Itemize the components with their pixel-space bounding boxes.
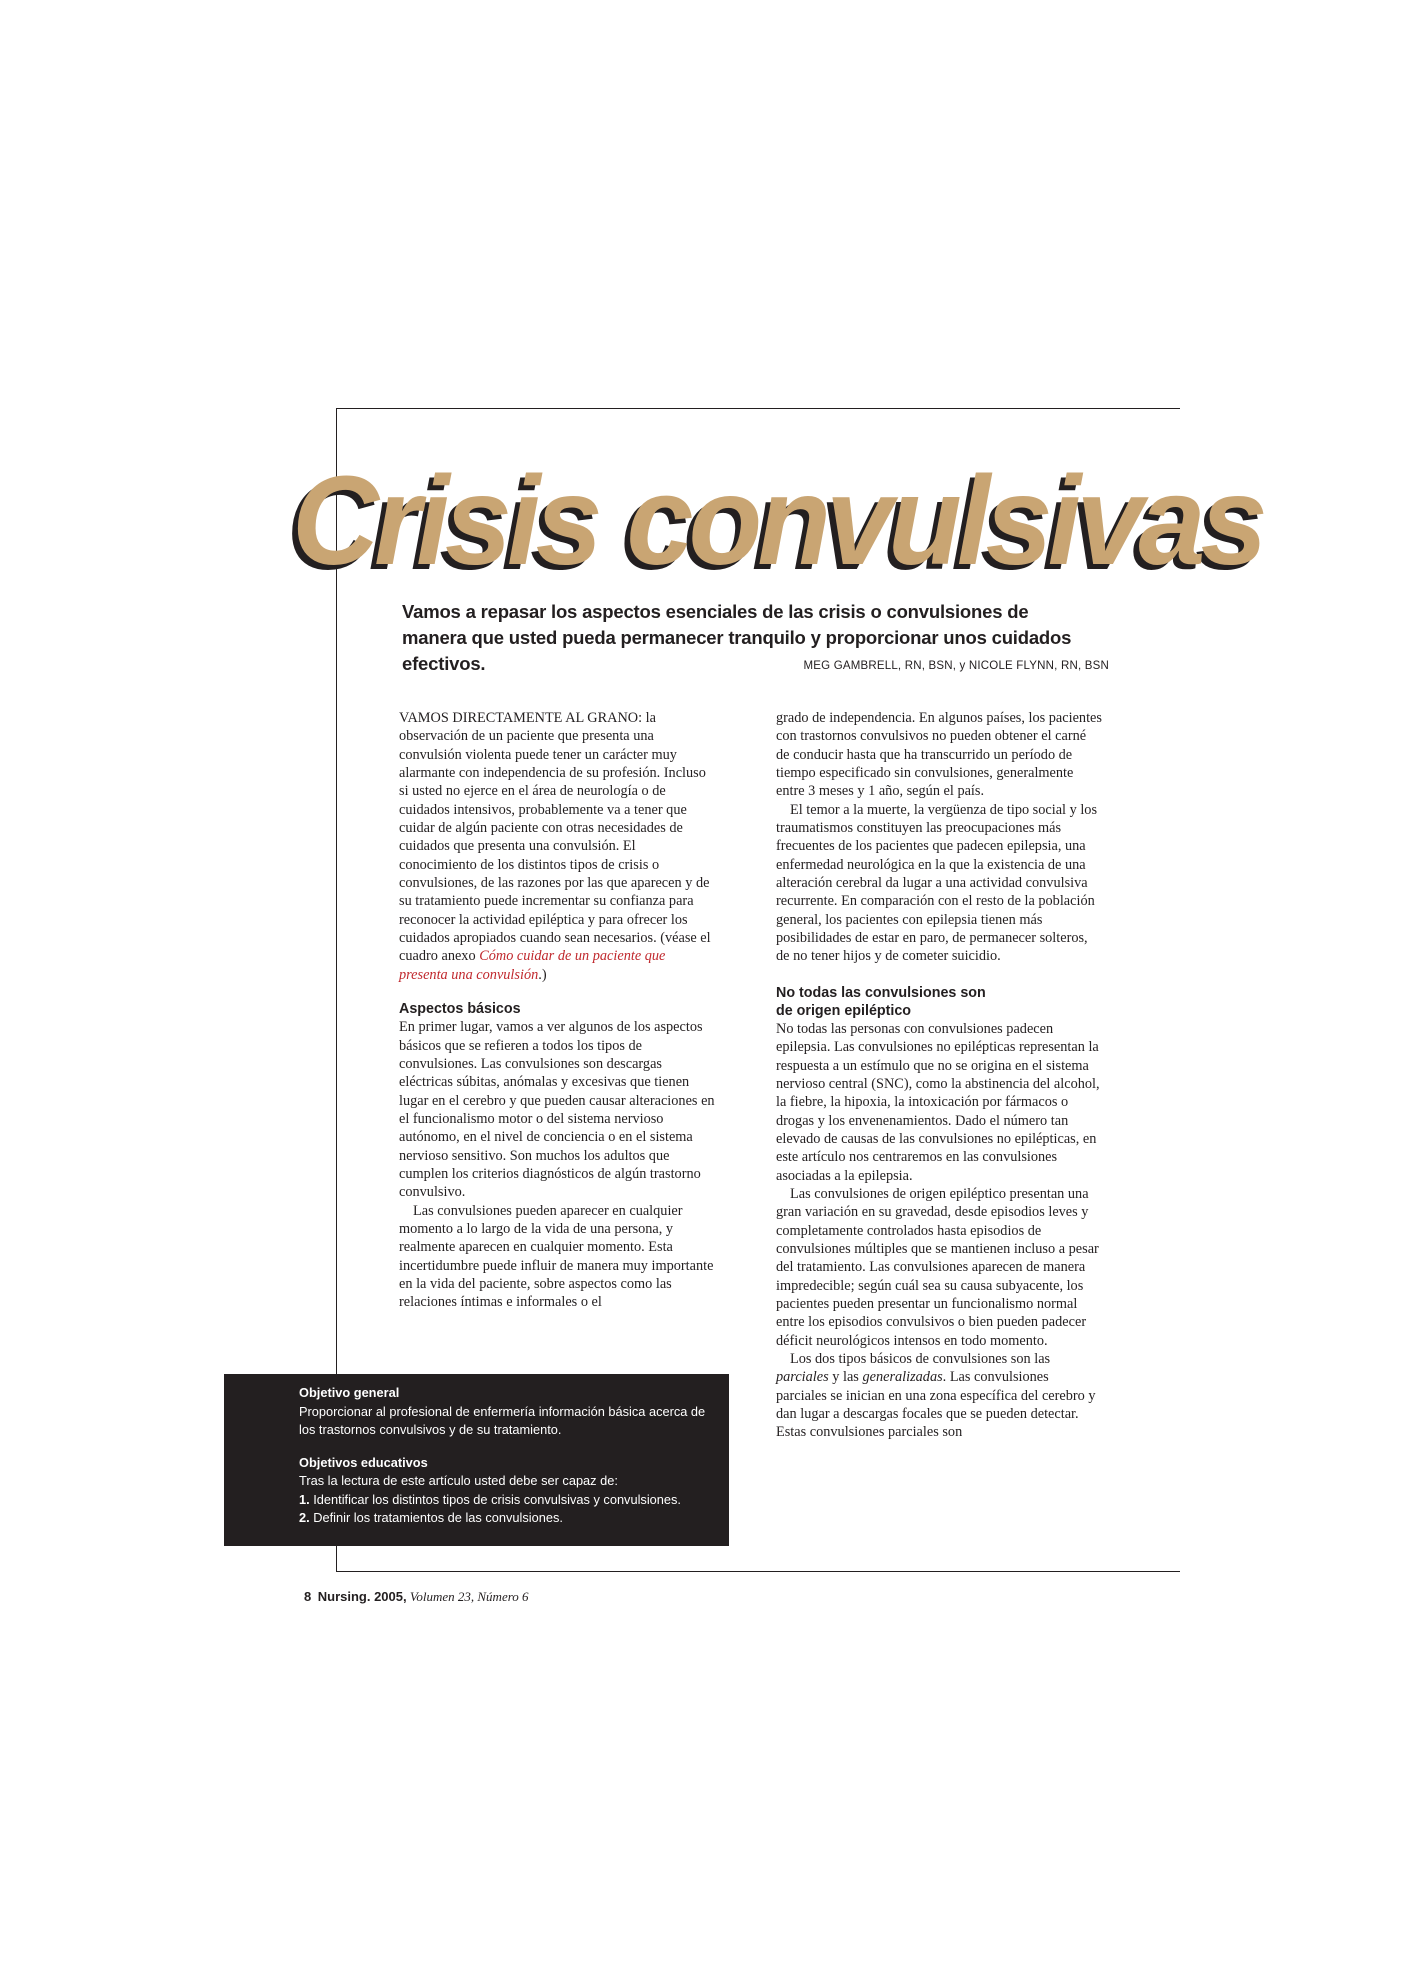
article-byline: MEG GAMBRELL, RN, BSN, y NICOLE FLYNN, RN, BSN	[803, 660, 1109, 672]
objectives-educational-heading: Objetivos educativos	[299, 1454, 428, 1470]
objectives-general-text: Proporcionar al profesional de enfermería información básica acerca de los trastornos convulsivos y de su tratamiento.	[299, 1403, 706, 1437]
paragraph-text: VAMOS DIRECTAMENTE AL GRANO: la observación de un paciente que presenta una convulsión violenta puede tener un carácter muy alarmante con independencia de su profesión. Incluso si usted no ejerce en el área de neurología o de cuidados intensivos, probablemente va a tener que cuidar de algún paciente con otras necesidades de cuidados que presenta una convulsión. El conocimiento de los distintos tipos de crisis o convulsiones, de las razones por las que aparecen y de su tratamiento puede incrementar su confianza para reconocer la actividad epiléptica y para ofrecer los cuidados apropiados cuando sean necesarios. (véase el cuadro anexo	[399, 710, 711, 965]
frame-top-rule	[336, 408, 1180, 409]
body-paragraph: Las convulsiones de origen epiléptico presentan una gran variación en su gravedad, desde episodios leves y completamente controlados hasta episodios de convulsiones múltiples que se mantienen incluso a pesar del tratamiento. Las convulsiones aparecen de manera impredecible; según cuál sea su causa subyacente, los pacientes pueden presentar un funcionalismo normal entre los episodios convulsivos o bien pueden padecer déficit neurológicos intensos en todo momento.	[776, 1185, 1099, 1349]
volume-info: Volumen 23, Número 6	[409, 1589, 529, 1604]
frame-bottom-rule	[336, 1571, 1180, 1572]
heading-line: No todas las convulsiones son	[776, 984, 986, 1001]
body-paragraph	[399, 709, 717, 984]
objectives-box	[224, 1374, 729, 1546]
page-number: 8	[304, 1589, 312, 1604]
objectives-educational-intro: Tras la lectura de este artículo usted debe ser capaz de:	[299, 1473, 618, 1488]
body-paragraph: No todas las personas con convulsiones padecen epilepsia. Las convulsiones no epilépticas representan la respuesta a un estímulo que no se origina en el sistema nervioso central (SNC), como la abstinencia del alcohol, la fiebre, la hipoxia, la intoxicación por fármacos o drogas y los envenenamientos. Dado el número tan elevado de causas de las convulsiones no epilépticas, en este artículo nos centraremos en las convulsiones asociadas a la epilepsia.	[776, 1020, 1100, 1184]
emphasis-term: generalizadas	[862, 1369, 943, 1386]
body-paragraph: En primer lugar, vamos a ver algunos de los aspectos básicos que se refieren a todos los tipos de convulsiones. Las convulsiones son descargas eléctricas súbitas, anómalas y excesivas que tienen lugar en el cerebro y que pueden causar alteraciones en el funcionalismo motor o del sistema nervioso autónomo, en el nivel de conciencia o en el sistema nervioso sensitivo. Son muchos los adultos que cumplen los criterios diagnósticos de algún trastorno convulsivo.	[399, 1019, 715, 1201]
emphasis-term: parciales	[776, 1369, 829, 1386]
paragraph-text: Los dos tipos básicos de convulsiones son las	[790, 1351, 1051, 1367]
objective-item	[299, 1491, 717, 1510]
body-paragraph: El temor a la muerte, la vergüenza de tipo social y los traumatismos constituyen las preocupaciones más frecuentes de los pacientes que padecen epilepsia, una enfermedad neurológica en la que la existencia de una alteración cerebral da lugar a una actividad convulsiva recurrente. En comparación con el resto de la población general, los pacientes con epilepsia tienen más posibilidades de estar en paro, de permanecer solteros, de no tener hijos y de cometer suicidio.	[776, 801, 1098, 965]
section-heading-aspectos-basicos: Aspectos básicos	[399, 1001, 521, 1018]
paragraph-text: y las	[828, 1369, 863, 1386]
body-column-left	[399, 709, 717, 1312]
paragraph-text: .)	[538, 966, 547, 983]
objective-number: 1.	[299, 1491, 310, 1507]
body-paragraph: grado de independencia. En algunos países, los pacientes con trastornos convulsivos no pueden obtener el carné de conducir hasta que ha transcurrido un período de tiempo especificado sin convulsiones, generalmente entre 3 meses y 1 año, según el país.	[776, 710, 1102, 800]
article-subtitle: Vamos a repasar los aspectos esenciales de las crisis o convulsiones de manera que usted pueda permanecer tranquilo y proporcionar unos cuidados efectivos.	[402, 601, 1072, 674]
objective-text: Identificar los distintos tipos de crisis convulsivas y convulsiones.	[313, 1491, 681, 1507]
paragraph-text: . Las convulsiones parciales se inician en una zona específica del cerebro y dan lugar a descargas focales que se pueden detectar. Estas convulsiones parciales son	[776, 1369, 1096, 1441]
body-paragraph: Las convulsiones pueden aparecer en cualquier momento a lo largo de la vida de una persona, y realmente aparecen en cualquier momento. Esta incertidumbre puede influir de manera muy importante en la vida del paciente, sobre aspectos como las relaciones íntimas e informales o el	[399, 1202, 714, 1311]
section-heading-no-todas	[776, 984, 1102, 1020]
article-title: Crisis convulsivas	[292, 450, 1263, 591]
body-paragraph	[776, 1350, 1102, 1442]
heading-line: de origen epiléptico	[776, 1002, 912, 1019]
body-column-right	[776, 709, 1102, 1442]
page-footer	[304, 1589, 529, 1605]
magazine-name: Nursing. 2005,	[317, 1589, 407, 1604]
objectives-general-heading: Objetivo general	[299, 1385, 400, 1400]
objective-number: 2.	[299, 1510, 310, 1525]
objective-item	[299, 1509, 717, 1528]
objective-text: Definir los tratamientos de las convulsiones.	[313, 1510, 563, 1525]
box-reference-link[interactable]: Cómo cuidar de un paciente que presenta una convulsión	[399, 948, 666, 983]
